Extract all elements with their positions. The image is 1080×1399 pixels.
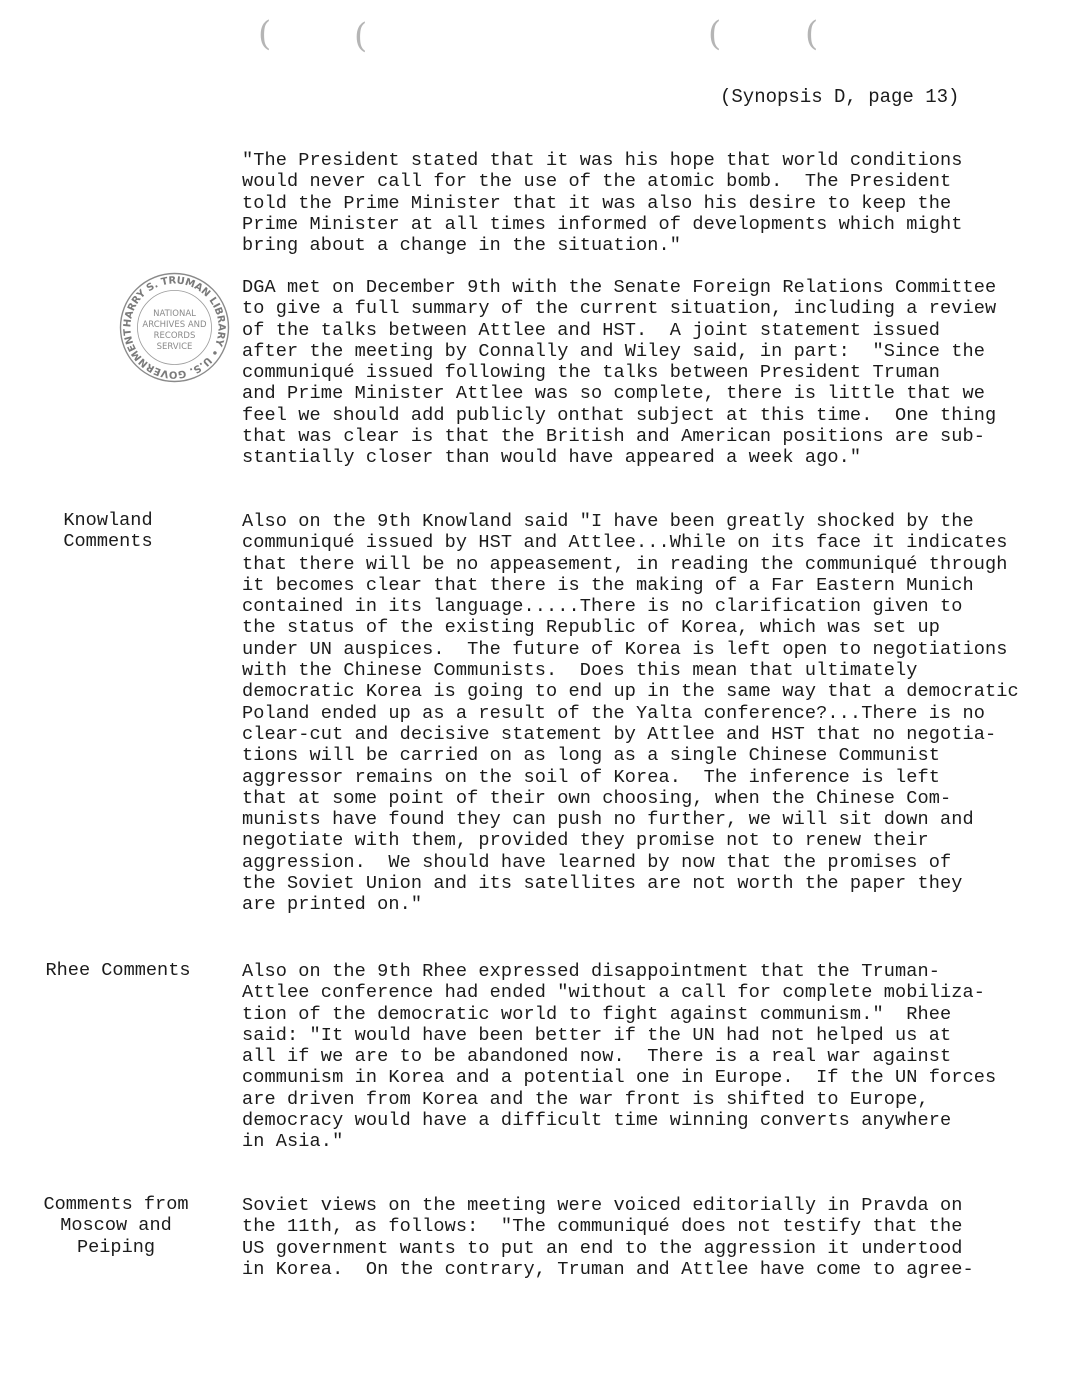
section-label-rhee: Rhee Comments	[45, 960, 191, 981]
paragraph-rhee-comments: Also on the 9th Rhee expressed disappointment that the Truman- Attlee conference had ended "without a call for complete mobiliza- tion of the democratic world to fight against communism." Rhee said: "It would have been better if the UN had not helped us at all if we are to be abandoned now. There is a real war against communism in Korea and a potential one in Europe. If the UN forces are driven from Korea and the war front is shifted to Europe, democracy would have a difficult time winning converts anywhere in Asia."	[242, 961, 997, 1153]
binding-mark: (	[354, 16, 368, 56]
stamp-line: NATIONAL	[153, 309, 196, 319]
paragraph-president-quote: "The President stated that it was his hope that world conditions would never call for the use of the atomic bomb. The President told the Prime Minister that it was also his desire to keep the Prime Minister at all times informed of developments which might bring about a change in the situation."	[242, 150, 963, 257]
binding-mark: (	[708, 14, 722, 54]
section-label-moscow-peiping: Comments from Moscow and Peiping	[43, 1194, 189, 1258]
binding-mark: (	[258, 14, 272, 54]
paragraph-dga-meeting: DGA met on December 9th with the Senate Foreign Relations Committee to give a full summary of the current situation, including a review of the talks between Attlee and HST. A joint statement issued after the meeting by Connally and Wiley said, in part: "Since the communiqué issued following the talks between President Truman and Prime Minister Attlee was so complete, there is little that we feel we should add publicly onthat subject at this time. One thing that was clear is that the British and American positions are sub- stantially closer than would have appeared a week ago."	[242, 277, 997, 469]
stamp-ring-text: HARRY S. TRUMAN LIBRARY • U.S. GOVERNMENT	[122, 275, 227, 380]
paragraph-moscow-peiping: Soviet views on the meeting were voiced editorially in Pravda on the 11th, as follows: "The communiqué does not testify that the US government wants to put an end to the aggression it undertood in Korea. On the contrary, Truman and Attlee have come to agree-	[242, 1195, 974, 1280]
stamp-line: ARCHIVES AND	[142, 320, 207, 330]
binding-mark: (	[805, 14, 819, 54]
section-label-knowland: Knowland Comments	[63, 510, 153, 553]
archives-stamp	[117, 270, 232, 385]
stamp-line: SERVICE	[156, 342, 193, 352]
stamp-line: RECORDS	[153, 331, 196, 341]
page-reference: (Synopsis D, page 13)	[720, 86, 960, 108]
paragraph-knowland-comments: Also on the 9th Knowland said "I have been greatly shocked by the communiqué issued by HST and Attlee...While on its face it indicates that there will be no appeasement, in reading the communiqué through it becomes clear that there is the making of a Far Eastern Munich contained in its language.....There is no clarification given to the status of the existing Republic of Korea, which was set up under UN auspices. The future of Korea is left open to negotiations with the Chinese Communists. Does this mean that ultimately democratic Korea is going to end up in the same way that a democratic Poland ended up as a result of the Yalta conference?...There is no clear-cut and decisive statement by Attlee and HST that no negotia- tions will be carried on as long as a single Chinese Communist aggressor remains on the soil of Korea. The inference is left that at some point of their own choosing, when the Chinese Com- munists have found they can push no further, we will sit down and negotiate with them, provided they promise not to renew their aggression. We should have learned by now that the promises of the Soviet Union and its satellites are not worth the paper they are printed on."	[242, 511, 1019, 916]
